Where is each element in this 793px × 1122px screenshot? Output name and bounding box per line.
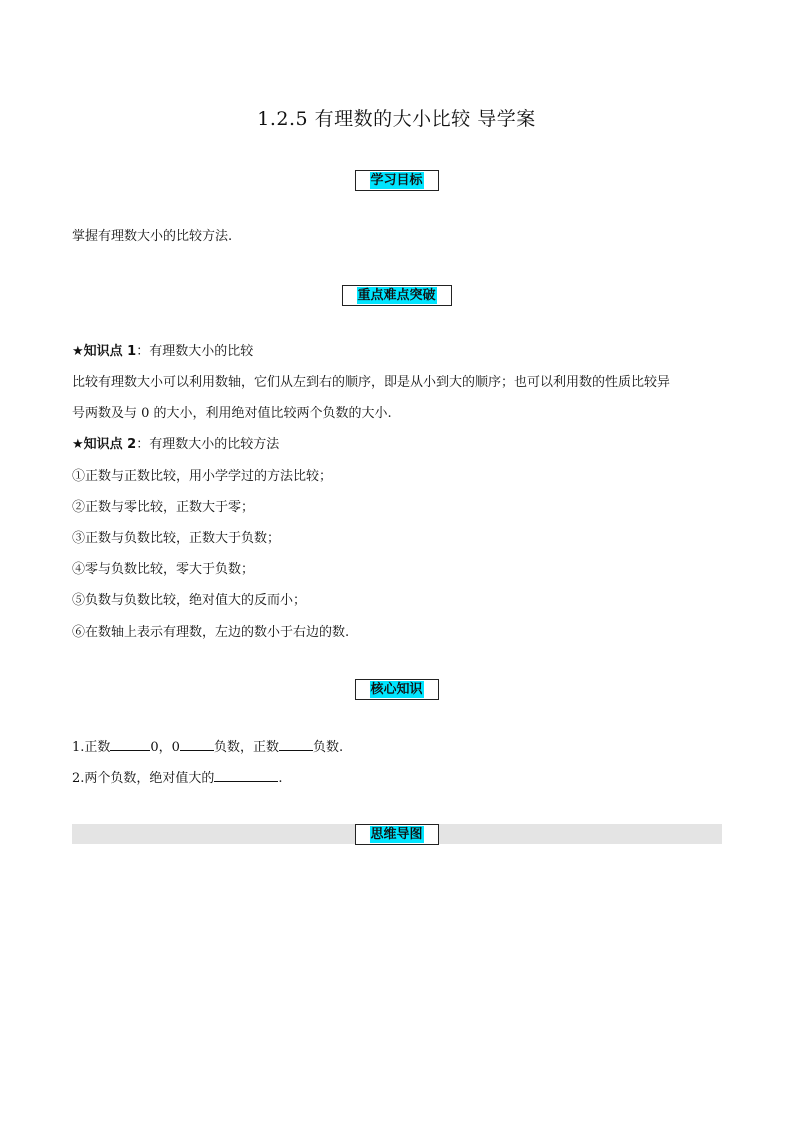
q1-text: 1.正数: [72, 740, 111, 755]
objective-text: 掌握有理数大小的比较方法.: [72, 229, 233, 244]
core-question-2: [72, 768, 724, 788]
kp1-head: ★知识点 1: [72, 344, 137, 359]
kp2-item: ⑥在数轴上表示有理数，左边的数小于右边的数.: [72, 625, 350, 640]
section-header-mindmap: [354, 824, 438, 845]
kp2-item: ⑤负数与负数比较，绝对值大的反而小；: [72, 593, 307, 608]
section-header-key-points: [341, 285, 451, 306]
answer-blank[interactable]: [214, 768, 278, 782]
kp1-line1: 比较有理数大小可以利用数轴，它们从左到右的顺序，即是从小到大的顺序；也可以利用数的性质比较异: [72, 375, 671, 390]
kp2-heading: [72, 436, 724, 454]
kp2-item: ①正数与正数比较，用小学学过的方法比较；: [72, 469, 333, 484]
page-title: 1.2.5 有理数的大小比较 导学案: [257, 108, 536, 130]
q1-text: 0，0: [150, 740, 180, 755]
answer-blank[interactable]: [180, 737, 214, 751]
q1-text: 负数，正数: [213, 740, 279, 755]
section-header-core: [354, 679, 438, 700]
q1-text: 负数.: [312, 740, 344, 755]
q2-text: .: [278, 771, 283, 786]
kp2-title: ：有理数大小的比较方法: [136, 437, 280, 452]
section-label: 核心知识: [370, 682, 423, 697]
kp2-item: ②正数与零比较，正数大于零；: [72, 500, 255, 515]
kp1-heading: [72, 343, 724, 361]
section-label: 学习目标: [370, 173, 423, 188]
section-header-objectives: [354, 170, 438, 191]
answer-blank[interactable]: [110, 737, 150, 751]
kp2-item: ④零与负数比较，零大于负数；: [72, 562, 255, 577]
core-question-1: [72, 737, 724, 757]
q2-text: 2.两个负数，绝对值大的: [72, 771, 215, 786]
answer-blank[interactable]: [279, 737, 313, 751]
kp1-line2: 号两数及与 0 的大小，利用绝对值比较两个负数的大小.: [72, 406, 392, 421]
section-label: 思维导图: [370, 827, 423, 842]
section-label: 重点难点突破: [357, 288, 436, 303]
kp2-head: ★知识点 2: [72, 437, 137, 452]
kp2-item: ③正数与负数比较，正数大于负数；: [72, 531, 281, 546]
kp1-title: ：有理数大小的比较: [136, 344, 254, 359]
